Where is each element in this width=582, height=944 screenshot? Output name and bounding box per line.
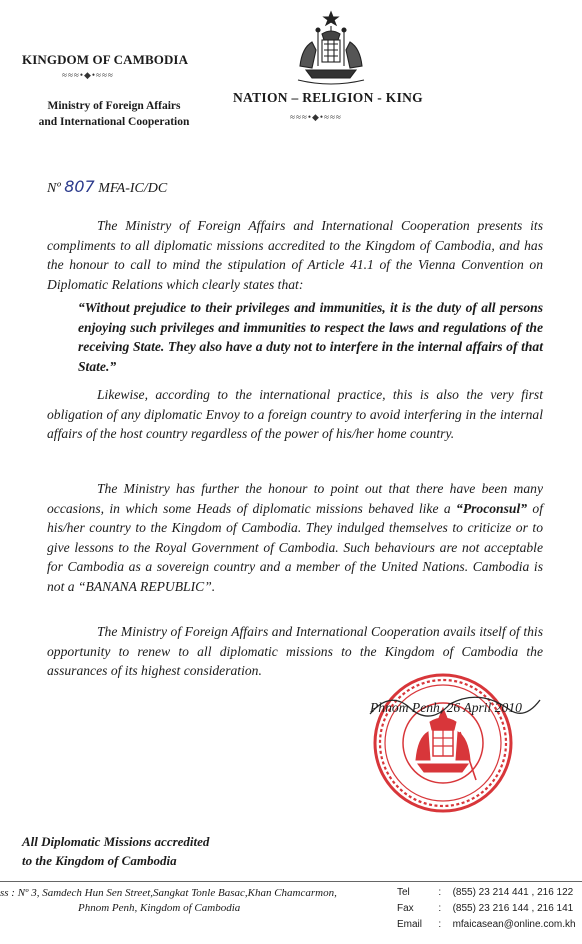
contact-fax: Fax : (855) 23 216 144 , 216 141 (397, 903, 574, 914)
reference-handwritten-number: 807 (64, 177, 95, 196)
addressee-line-2: to the Kingdom of Cambodia (22, 853, 177, 868)
ornament-divider: ≈≈≈•◆•≈≈≈ (62, 70, 114, 80)
footer-divider (0, 881, 582, 882)
contact-email: Email : mfaicasean@online.com.kh (397, 919, 576, 930)
kingdom-heading: KINGDOM OF CAMBODIA (22, 52, 189, 67)
reference-number (47, 177, 167, 197)
reference-code: MFA-IC/DC (98, 181, 168, 196)
ministry-name (32, 98, 196, 130)
royal-coat-of-arms-icon (288, 10, 374, 86)
addressee-block (22, 832, 209, 870)
ministry-line-1: Ministry of Foreign Affairs (47, 100, 181, 112)
proconsul-emphasis: “Proconsul” (456, 500, 528, 516)
ministry-line-2: and International Cooperation (38, 116, 190, 128)
quoted-article: “Without prejudice to their privileges and immunities, it is the duty of all persons enjoying such privileges and immunities to respect the laws and regulations of the receiving State. They also have a duty not to interfere in the internal affairs of that State.” (78, 300, 543, 374)
paragraph-4: The Ministry of Foreign Affairs and International Cooperation avails itself of this opportunity to renew to all diplomatic missions to the Kingdom of Cambodia the assurances of its highest consideration. (47, 624, 543, 679)
email-link[interactable]: mfaicasean@online.com.kh (452, 919, 576, 930)
footer-address-line-1: ss : Nº 3, Samdech Hun Sen Street,Sangkat Tonle Basac,Khan Chamcarmon, (0, 887, 337, 899)
footer-address (0, 886, 380, 916)
paragraph-3: The Ministry has further the honour to point out that there have been many occasions, in which some Heads of diplomatic missions behaved like a “Proconsul” of his/her country to the Kingdom of Cambodia. They indulged themselves to criticize or to give lessons to the Royal Government of Cambodia. Such behaviours are not acceptable for Cambodia as a sovereign country and a member of the United Nations. Cambodia is not a “BANANA REPUBLIC”. (47, 481, 543, 594)
place-and-date: Phnom Penh, 26 April 2010 (370, 700, 522, 715)
national-motto: NATION – RELIGION - KING (233, 90, 423, 105)
ornament-divider: ≈≈≈•◆•≈≈≈ (290, 112, 342, 122)
contact-tel: Tel : (855) 23 214 441 , 216 122 (397, 887, 574, 898)
footer-address-line-2: Phnom Penh, Kingdom of Cambodia (78, 902, 241, 914)
reference-prefix: Nº (47, 181, 61, 196)
addressee-line-1: All Diplomatic Missions accredited (22, 834, 210, 849)
paragraph-1: The Ministry of Foreign Affairs and International Cooperation presents its compliments to all diplomatic missions accredited to the Kingdom of Cambodia, and has the honour to call to mind the stipulation of Article 41.1 of the Vienna Convention on Diplomatic Relations which clearly states that: (47, 218, 543, 292)
paragraph-2: Likewise, according to the international practice, this is also the very first obligation of any diplomatic Envoy to a foreign country to avoid interfering in the internal affairs of the host country regardless of the power of his/her home country. (47, 387, 543, 442)
